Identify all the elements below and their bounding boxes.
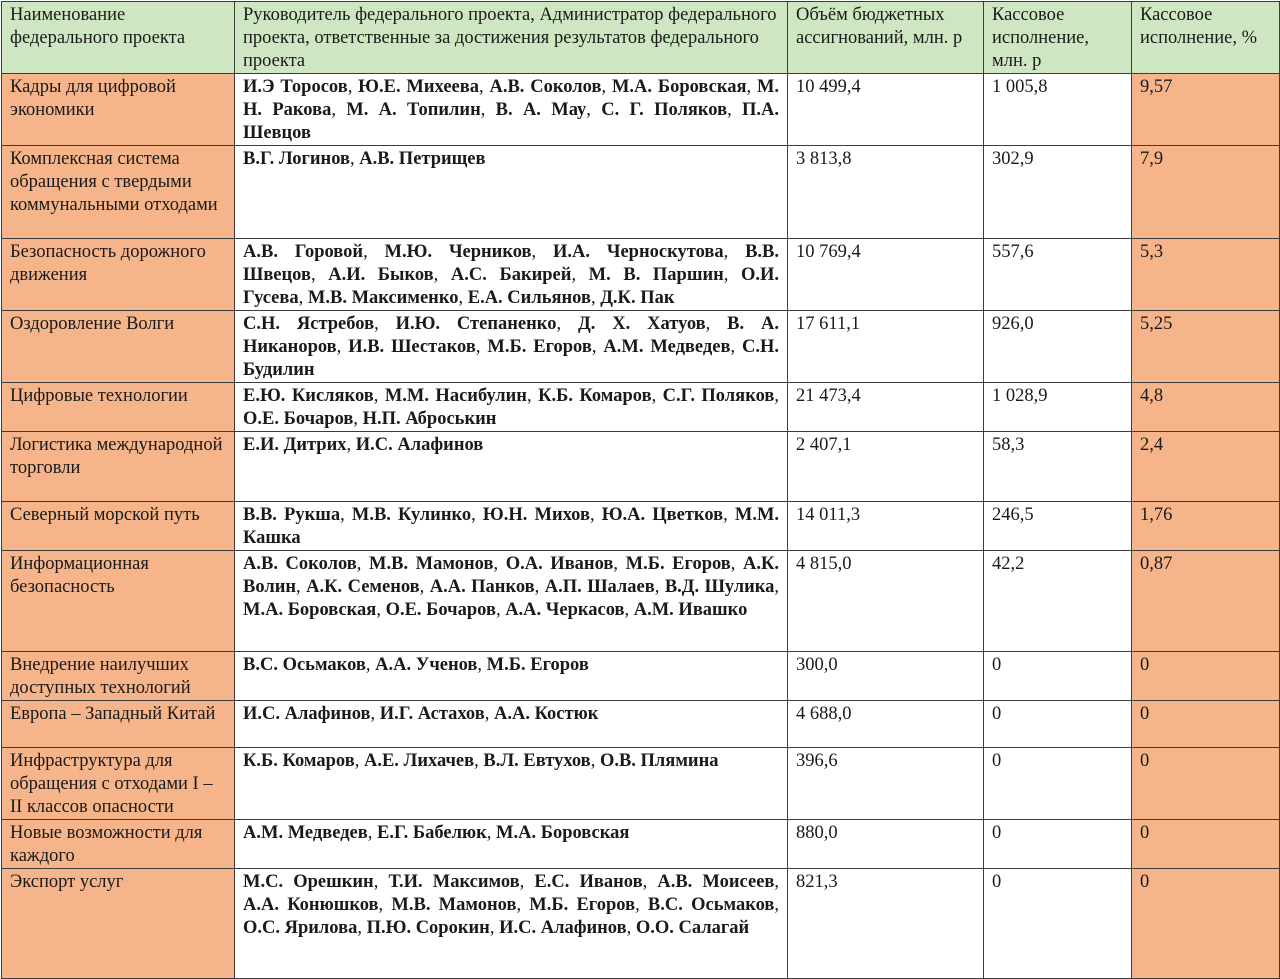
- responsible-person: П.Ю. Сорокин: [366, 918, 490, 938]
- responsible-person: В.С. Осьмаков: [243, 655, 366, 675]
- project-name-cell: Инфраструктура для обращения с отходами I – II классов опасности: [2, 748, 235, 820]
- table-row: [2, 383, 1280, 432]
- project-name-cell: Информационная безопасность: [2, 551, 235, 652]
- responsible-person: А.В. Петрищев: [359, 149, 486, 169]
- responsible-person: И.С. Алафинов: [355, 435, 484, 455]
- spent-cell: 1 028,9: [984, 383, 1132, 432]
- responsible-person: Е.С. Иванов: [534, 872, 643, 892]
- responsible-person: А.В. Соколов: [489, 77, 602, 97]
- responsible-person: И.В. Шестаков: [348, 337, 476, 357]
- budget-cell: 821,3: [788, 869, 984, 979]
- responsible-cell: К.Б. Комаров, А.Е. Лихачев, В.Л. Евтухов, О.В. Плямина: [235, 748, 788, 820]
- responsible-person: П.А. Шевцов: [243, 100, 780, 143]
- spent-cell: 42,2: [984, 551, 1132, 652]
- responsible-person: А.А. Костюк: [493, 704, 599, 724]
- budget-cell: 10 499,4: [788, 74, 984, 146]
- project-name-cell: Новые возможности для каждого: [2, 820, 235, 869]
- responsible-cell: Е.Ю. Кисляков, М.М. Насибулин, К.Б. Комаров, С.Г. Поляков, О.Е. Бочаров, Н.П. Аброськин: [235, 383, 788, 432]
- spent-cell: 246,5: [984, 502, 1132, 551]
- table-row: [2, 820, 1280, 869]
- responsible-person: О.В. Плямина: [599, 751, 719, 771]
- budget-cell: 10 769,4: [788, 239, 984, 311]
- budget-cell: 300,0: [788, 652, 984, 701]
- responsible-cell: Е.И. Дитрих, И.С. Алафинов: [235, 432, 788, 502]
- responsible-person: М.В. Максименко: [307, 288, 459, 308]
- spent-cell: 302,9: [984, 146, 1132, 239]
- responsible-person: В.В. Швецов: [243, 242, 780, 285]
- responsible-person: С.Н. Будилин: [243, 337, 779, 380]
- responsible-person: Ю.А. Цветков: [601, 505, 724, 525]
- budget-cell: 17 611,1: [788, 311, 984, 383]
- percent-cell: 4,8: [1132, 383, 1280, 432]
- responsible-cell: А.В. Горовой, М.Ю. Черников, И.А. Черноскутова, В.В. Швецов, А.И. Быков, А.С. Бакирей, М. В. Паршин, О.И. Гусева, М.В. Максименко, Е.А. Сильянов, Д.К. Пак: [235, 239, 788, 311]
- responsible-person: В.С. Осьмаков: [647, 895, 775, 915]
- responsible-cell: И.Э Торосов, Ю.Е. Михеева, А.В. Соколов, М.А. Боровская, М. Н. Ракова, М. А. Топилин, В. А. Мау, С. Г. Поляков, П.А. Шевцов: [235, 74, 788, 146]
- federal-projects-table: [1, 1, 1280, 979]
- responsible-person: М.С. Орешкин: [243, 872, 374, 892]
- responsible-person: О.С. Ярилова: [243, 918, 358, 938]
- spent-cell: 0: [984, 820, 1132, 869]
- responsible-person: А.В. Моисеев: [657, 872, 775, 892]
- percent-cell: 0: [1132, 820, 1280, 869]
- responsible-person: М.Б. Егоров: [625, 554, 731, 574]
- responsible-person: О.И. Гусева: [243, 265, 780, 308]
- spent-cell: 1 005,8: [984, 74, 1132, 146]
- header-budget: Объём бюджетных ассигнований, млн. р: [788, 2, 984, 74]
- responsible-person: А.М. Медведев: [603, 337, 731, 357]
- responsible-person: В.Г. Логинов: [243, 149, 350, 169]
- responsible-person: А.А. Ученов: [375, 655, 478, 675]
- responsible-person: Ю.Н. Михов: [482, 505, 590, 525]
- responsible-person: С.Г. Поляков: [662, 386, 775, 406]
- responsible-person: И.Э Торосов: [243, 77, 348, 97]
- budget-cell: 2 407,1: [788, 432, 984, 502]
- percent-cell: 0: [1132, 869, 1280, 979]
- responsible-person: И.С. Алафинов: [243, 704, 371, 724]
- responsible-person: Д. Х. Хатуов: [577, 314, 706, 334]
- responsible-person: А.В. Горовой: [243, 242, 364, 262]
- percent-cell: 7,9: [1132, 146, 1280, 239]
- responsible-person: М.В. Кулинко: [351, 505, 472, 525]
- responsible-person: А.Е. Лихачев: [363, 751, 475, 771]
- header-responsible: Руководитель федерального проекта, Администратор федерального проекта, ответственные за достижения результатов федерального проекта: [235, 2, 788, 74]
- responsible-cell: И.С. Алафинов, И.Г. Астахов, А.А. Костюк: [235, 701, 788, 748]
- responsible-person: М.В. Мамонов: [391, 895, 517, 915]
- responsible-person: Е.Г. Бабелюк: [377, 823, 487, 843]
- header-project-name: Наименование федерального проекта: [2, 2, 235, 74]
- table-row: [2, 311, 1280, 383]
- responsible-person: М.М. Кашка: [243, 505, 780, 548]
- percent-cell: 0: [1132, 748, 1280, 820]
- responsible-person: М.А. Боровская: [243, 600, 377, 620]
- responsible-person: В.Д. Шулика: [664, 577, 775, 597]
- responsible-person: А.В. Соколов: [243, 554, 357, 574]
- responsible-cell: В.В. Рукша, М.В. Кулинко, Ю.Н. Михов, Ю.А. Цветков, М.М. Кашка: [235, 502, 788, 551]
- project-name-cell: Кадры для цифровой экономики: [2, 74, 235, 146]
- budget-cell: 21 473,4: [788, 383, 984, 432]
- spent-cell: 926,0: [984, 311, 1132, 383]
- responsible-person: М.Б. Егоров: [486, 655, 589, 675]
- responsible-person: Д.К. Пак: [600, 288, 675, 308]
- budget-cell: 4 688,0: [788, 701, 984, 748]
- responsible-person: А.А. Черкасов: [505, 600, 625, 620]
- table-row: [2, 748, 1280, 820]
- responsible-cell: С.Н. Ястребов, И.Ю. Степаненко, Д. Х. Хатуов, В. А. Никаноров, И.В. Шестаков, М.Б. Егоров, А.М. Медведев, С.Н. Будилин: [235, 311, 788, 383]
- responsible-person: А.А. Конюшков: [243, 895, 379, 915]
- project-name-cell: Северный морской путь: [2, 502, 235, 551]
- table-row: [2, 432, 1280, 502]
- table-header-row: [2, 2, 1280, 74]
- responsible-person: О.А. Иванов: [505, 554, 614, 574]
- responsible-person: М.Б. Егоров: [487, 337, 592, 357]
- responsible-person: Е.Ю. Кисляков: [243, 386, 374, 406]
- responsible-person: Т.И. Максимов: [388, 872, 520, 892]
- header-percent: Кассовое исполнение, %: [1132, 2, 1280, 74]
- percent-cell: 0,87: [1132, 551, 1280, 652]
- spent-cell: 0: [984, 748, 1132, 820]
- responsible-person: О.Е. Бочаров: [385, 600, 496, 620]
- table-row: [2, 652, 1280, 701]
- spent-cell: 0: [984, 701, 1132, 748]
- budget-cell: 3 813,8: [788, 146, 984, 239]
- responsible-person: М.А. Боровская: [496, 823, 630, 843]
- responsible-person: М.В. Мамонов: [369, 554, 494, 574]
- responsible-person: М. В. Паршин: [588, 265, 724, 285]
- table-row: [2, 869, 1280, 979]
- responsible-cell: А.В. Соколов, М.В. Мамонов, О.А. Иванов, М.Б. Егоров, А.К. Волин, А.К. Семенов, А.А. Панков, А.П. Шалаев, В.Д. Шулика, М.А. Боровская, О.Е. Бочаров, А.А. Черкасов, А.М. Ивашко: [235, 551, 788, 652]
- budget-cell: 880,0: [788, 820, 984, 869]
- spent-cell: 58,3: [984, 432, 1132, 502]
- responsible-cell: В.Г. Логинов, А.В. Петрищев: [235, 146, 788, 239]
- responsible-person: И.С. Алафинов: [499, 918, 627, 938]
- project-name-cell: Безопасность дорожного движения: [2, 239, 235, 311]
- budget-cell: 4 815,0: [788, 551, 984, 652]
- table-row: [2, 701, 1280, 748]
- responsible-person: А.А. Панков: [429, 577, 535, 597]
- budget-cell: 14 011,3: [788, 502, 984, 551]
- responsible-person: А.М. Ивашко: [633, 600, 748, 620]
- responsible-person: М. А. Топилин: [346, 100, 481, 120]
- responsible-person: К.Б. Комаров: [243, 751, 355, 771]
- responsible-person: Ю.Е. Михеева: [358, 77, 480, 97]
- responsible-person: О.О. Салагай: [635, 918, 750, 938]
- responsible-person: А.П. Шалаев: [544, 577, 655, 597]
- responsible-cell: М.С. Орешкин, Т.И. Максимов, Е.С. Иванов, А.В. Моисеев, А.А. Конюшков, М.В. Мамонов, М.Б. Егоров, В.С. Осьмаков, О.С. Ярилова, П.Ю. Сорокин, И.С. Алафинов, О.О. Салагай: [235, 869, 788, 979]
- responsible-person: В. А. Мау: [495, 100, 587, 120]
- project-name-cell: Цифровые технологии: [2, 383, 235, 432]
- percent-cell: 9,57: [1132, 74, 1280, 146]
- percent-cell: 0: [1132, 701, 1280, 748]
- percent-cell: 5,3: [1132, 239, 1280, 311]
- header-spent: Кассовое исполнение, млн. р: [984, 2, 1132, 74]
- responsible-person: В.Л. Евтухов: [483, 751, 591, 771]
- responsible-person: М.Б. Егоров: [529, 895, 636, 915]
- responsible-person: Е.И. Дитрих: [243, 435, 347, 455]
- responsible-person: В. А. Никаноров: [243, 314, 780, 357]
- percent-cell: 2,4: [1132, 432, 1280, 502]
- spent-cell: 0: [984, 869, 1132, 979]
- responsible-person: М. Н. Ракова: [243, 77, 780, 120]
- responsible-person: Н.П. Аброськин: [362, 409, 497, 429]
- project-name-cell: Европа – Западный Китай: [2, 701, 235, 748]
- responsible-person: А.С. Бакирей: [450, 265, 572, 285]
- responsible-person: М.А. Боровская: [611, 77, 747, 97]
- table-row: [2, 502, 1280, 551]
- table-body: [2, 74, 1280, 979]
- responsible-person: И.А. Черноскутова: [553, 242, 724, 262]
- responsible-cell: В.С. Осьмаков, А.А. Ученов, М.Б. Егоров: [235, 652, 788, 701]
- responsible-person: К.Б. Комаров: [538, 386, 652, 406]
- responsible-person: А.М. Медведев: [243, 823, 368, 843]
- project-name-cell: Внедрение наилучших доступных технологий: [2, 652, 235, 701]
- percent-cell: 1,76: [1132, 502, 1280, 551]
- spent-cell: 557,6: [984, 239, 1132, 311]
- responsible-person: И.Г. Астахов: [379, 704, 485, 724]
- spent-cell: 0: [984, 652, 1132, 701]
- responsible-person: А.И. Быков: [328, 265, 434, 285]
- responsible-person: Е.А. Сильянов: [467, 288, 591, 308]
- responsible-person: М.М. Насибулин: [384, 386, 527, 406]
- responsible-person: А.К. Семенов: [306, 577, 420, 597]
- percent-cell: 5,25: [1132, 311, 1280, 383]
- responsible-person: С.Н. Ястребов: [243, 314, 375, 334]
- percent-cell: 0: [1132, 652, 1280, 701]
- responsible-person: В.В. Рукша: [243, 505, 341, 525]
- project-name-cell: Оздоровление Волги: [2, 311, 235, 383]
- table-row: [2, 146, 1280, 239]
- project-name-cell: Экспорт услуг: [2, 869, 235, 979]
- responsible-person: С. Г. Поляков: [601, 100, 728, 120]
- project-name-cell: Логистика международной торговли: [2, 432, 235, 502]
- responsible-cell: А.М. Медведев, Е.Г. Бабелюк, М.А. Боровская: [235, 820, 788, 869]
- responsible-person: И.Ю. Степаненко: [395, 314, 557, 334]
- table-row: [2, 551, 1280, 652]
- responsible-person: М.Ю. Черников: [384, 242, 532, 262]
- table-row: [2, 74, 1280, 146]
- budget-cell: 396,6: [788, 748, 984, 820]
- table-row: [2, 239, 1280, 311]
- project-name-cell: Комплексная система обращения с твердыми коммунальными отходами: [2, 146, 235, 239]
- responsible-person: О.Е. Бочаров: [243, 409, 354, 429]
- responsible-person: А.К. Волин: [243, 554, 780, 597]
